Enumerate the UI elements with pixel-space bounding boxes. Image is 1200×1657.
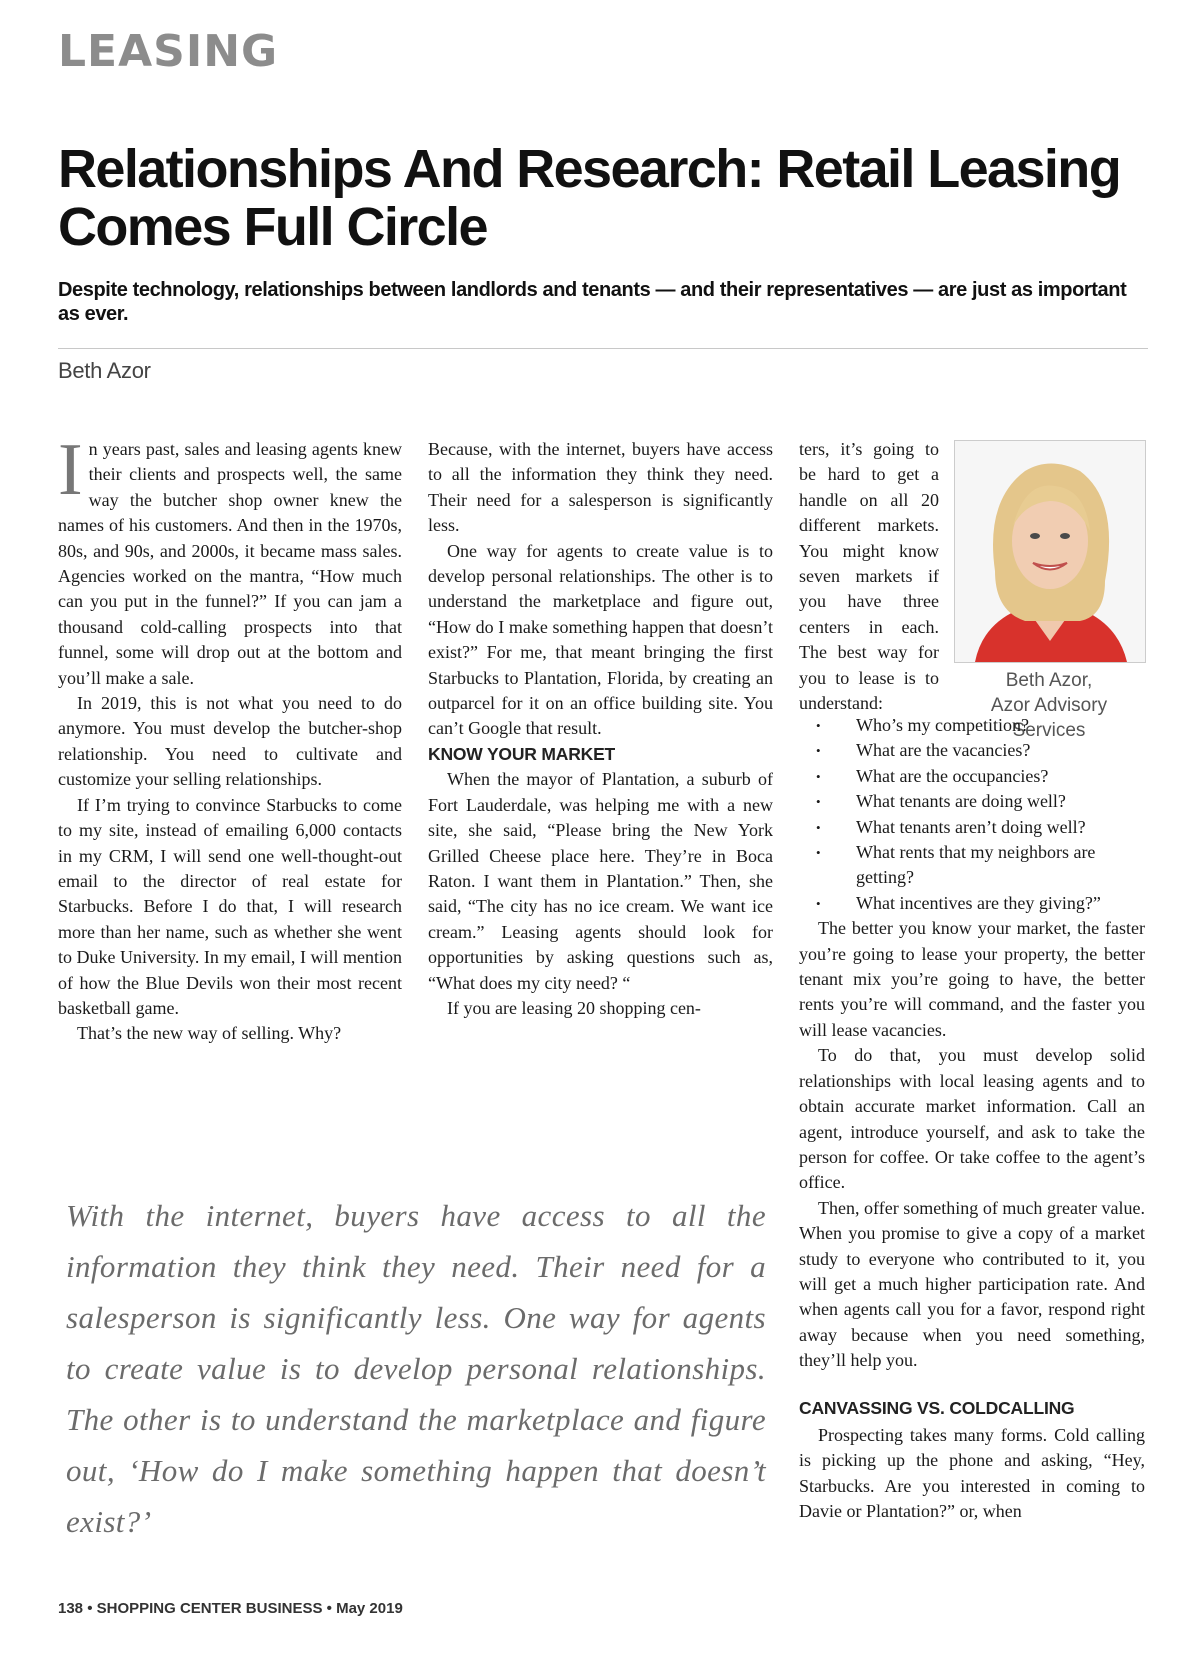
list-item: • What rents that my neighbors are getting? (799, 840, 1145, 891)
list-item: • What incentives are they giving?” (799, 891, 1145, 916)
list-item: • What are the occupancies? (799, 764, 1145, 789)
article-column-1 (58, 429, 402, 1047)
portrait-image (955, 441, 1145, 662)
caption-affiliation: Azor Advisory Services (990, 695, 1108, 741)
paragraph: Then, offer something of much greater value. When you promise to give a copy of a market study to everyone who contributed to it, you will get a much higher participation rate. And when agents call you for a favor, respond right away because when you need something, they’ll help you. (799, 1197, 1145, 1371)
list-item: • Who’s my competition? (799, 713, 1145, 738)
list-item: • What are the vacancies? (799, 738, 1145, 763)
pull-quote: With the internet, buyers have access to all the information they think they need. Their need for a salesperson is significantly less. One way for agents to create value is to develop personal relationships. The other is to understand the marketplace and figure out, ‘How do I make something happen that doesn’t exist?’ (66, 1198, 766, 1539)
paragraph: One way for agents to create value is to develop personal relationships. The other is to understand the marketplace and figure out, “How do I make something happen that doesn’t exist?” For me, that meant bringing the first Starbucks to Plantation, Florida, by creating an outparcel for it on an office building site. You can’t Google that result. (428, 540, 773, 739)
paragraph: If I’m trying to convince Starbucks to come to my site, instead of emailing 6,000 contacts in my CRM, I will send one well-thought-out email to the director of real estate for Starbucks. Before I do that, I will research more than her name, such as whether she went to Duke University. In my email, I will mention of how the Blue Devils won their most recent basketball game. (58, 794, 402, 1018)
paragraph: ters, it’s going to be hard to get a handle on all 20 different markets. You might know seven markets if you have three centers in each. The best way for you to lease is to understand: (799, 439, 939, 714)
paragraph (58, 429, 402, 691)
drop-cap: I (58, 429, 83, 511)
article-column-3-top (799, 437, 939, 716)
article-column-2 (428, 437, 773, 1021)
question-list (799, 713, 1145, 916)
subhead-canvassing: CANVASSING VS. COLDCALLING (799, 1397, 1075, 1418)
article-column-3 (799, 713, 1145, 1525)
caption-name: Beth Azor, (1005, 670, 1093, 691)
byline: Beth Azor (58, 358, 151, 383)
paragraph: When the mayor of Plantation, a suburb of Fort Lauderdale, was helping me with a new site, she said, “Please bring the New York Grilled Cheese place here. They’re in Boca Raton. I want them in Plantation.” Then, she said, “The city has no ice cream. We want ice cream.” Leasing agents should look for opportunities by asking questions such as, “What does my city need? “ (428, 769, 773, 993)
subhead-know-your-market: KNOW YOUR MARKET (428, 743, 616, 764)
paragraph: The better you know your market, the faster you’re going to lease your property, the better tenant mix you’re going to have, the better rents you’re will command, and the faster you will lease vacancies. (799, 918, 1145, 1040)
paragraph: In 2019, this is not what you need to do anymore. You must develop the butcher-shop relationship. You need to cultivate and customize your selling relationships. (58, 693, 402, 790)
paragraph-text: n years past, sales and leasing agents knew their clients and prospects well, the same way the butcher shop owner knew the names of his customers. And then in the 1970s, 80s, and 90s, and 2000s, it became mass sales. Agencies worked on the mantra, “How much can you put in the funnel?” If you can jam a thousand cold-calling prospects into that funnel, some will drop out at the bottom and you’ll make a sale. (58, 439, 402, 688)
paragraph: To do that, you must develop solid relationships with local leasing agents and to obtain accurate market information. Call an agent, introduce yourself, and ask to take the person for coffee. Or take coffee to the agent’s office. (799, 1045, 1145, 1193)
paragraph: Because, with the internet, buyers have access to all the information they think they need. Their need for a salesperson is significantly less. (428, 439, 773, 536)
list-item: • What tenants aren’t doing well? (799, 815, 1145, 840)
article-headline: Relationships And Research: Retail Leasing Comes Full Circle (58, 139, 1121, 257)
paragraph: That’s the new way of selling. Why? (77, 1023, 342, 1044)
article-deck: Despite technology, relationships between landlords and tenants — and their representatives — are just as important as ever. (58, 279, 1127, 325)
divider-rule (58, 348, 1148, 349)
page-footer: 138 • SHOPPING CENTER BUSINESS • May 2019 (58, 1600, 403, 1617)
paragraph: Prospecting takes many forms. Cold calling is picking up the phone and asking, “Hey, Starbucks. Are you interested in coming to Davie or Plantation?” or, when (799, 1424, 1145, 1522)
list-item: • What tenants are doing well? (799, 789, 1145, 814)
author-photo (954, 440, 1146, 663)
section-label: LEASING (58, 26, 279, 77)
paragraph: If you are leasing 20 shopping cen- (447, 997, 701, 1018)
